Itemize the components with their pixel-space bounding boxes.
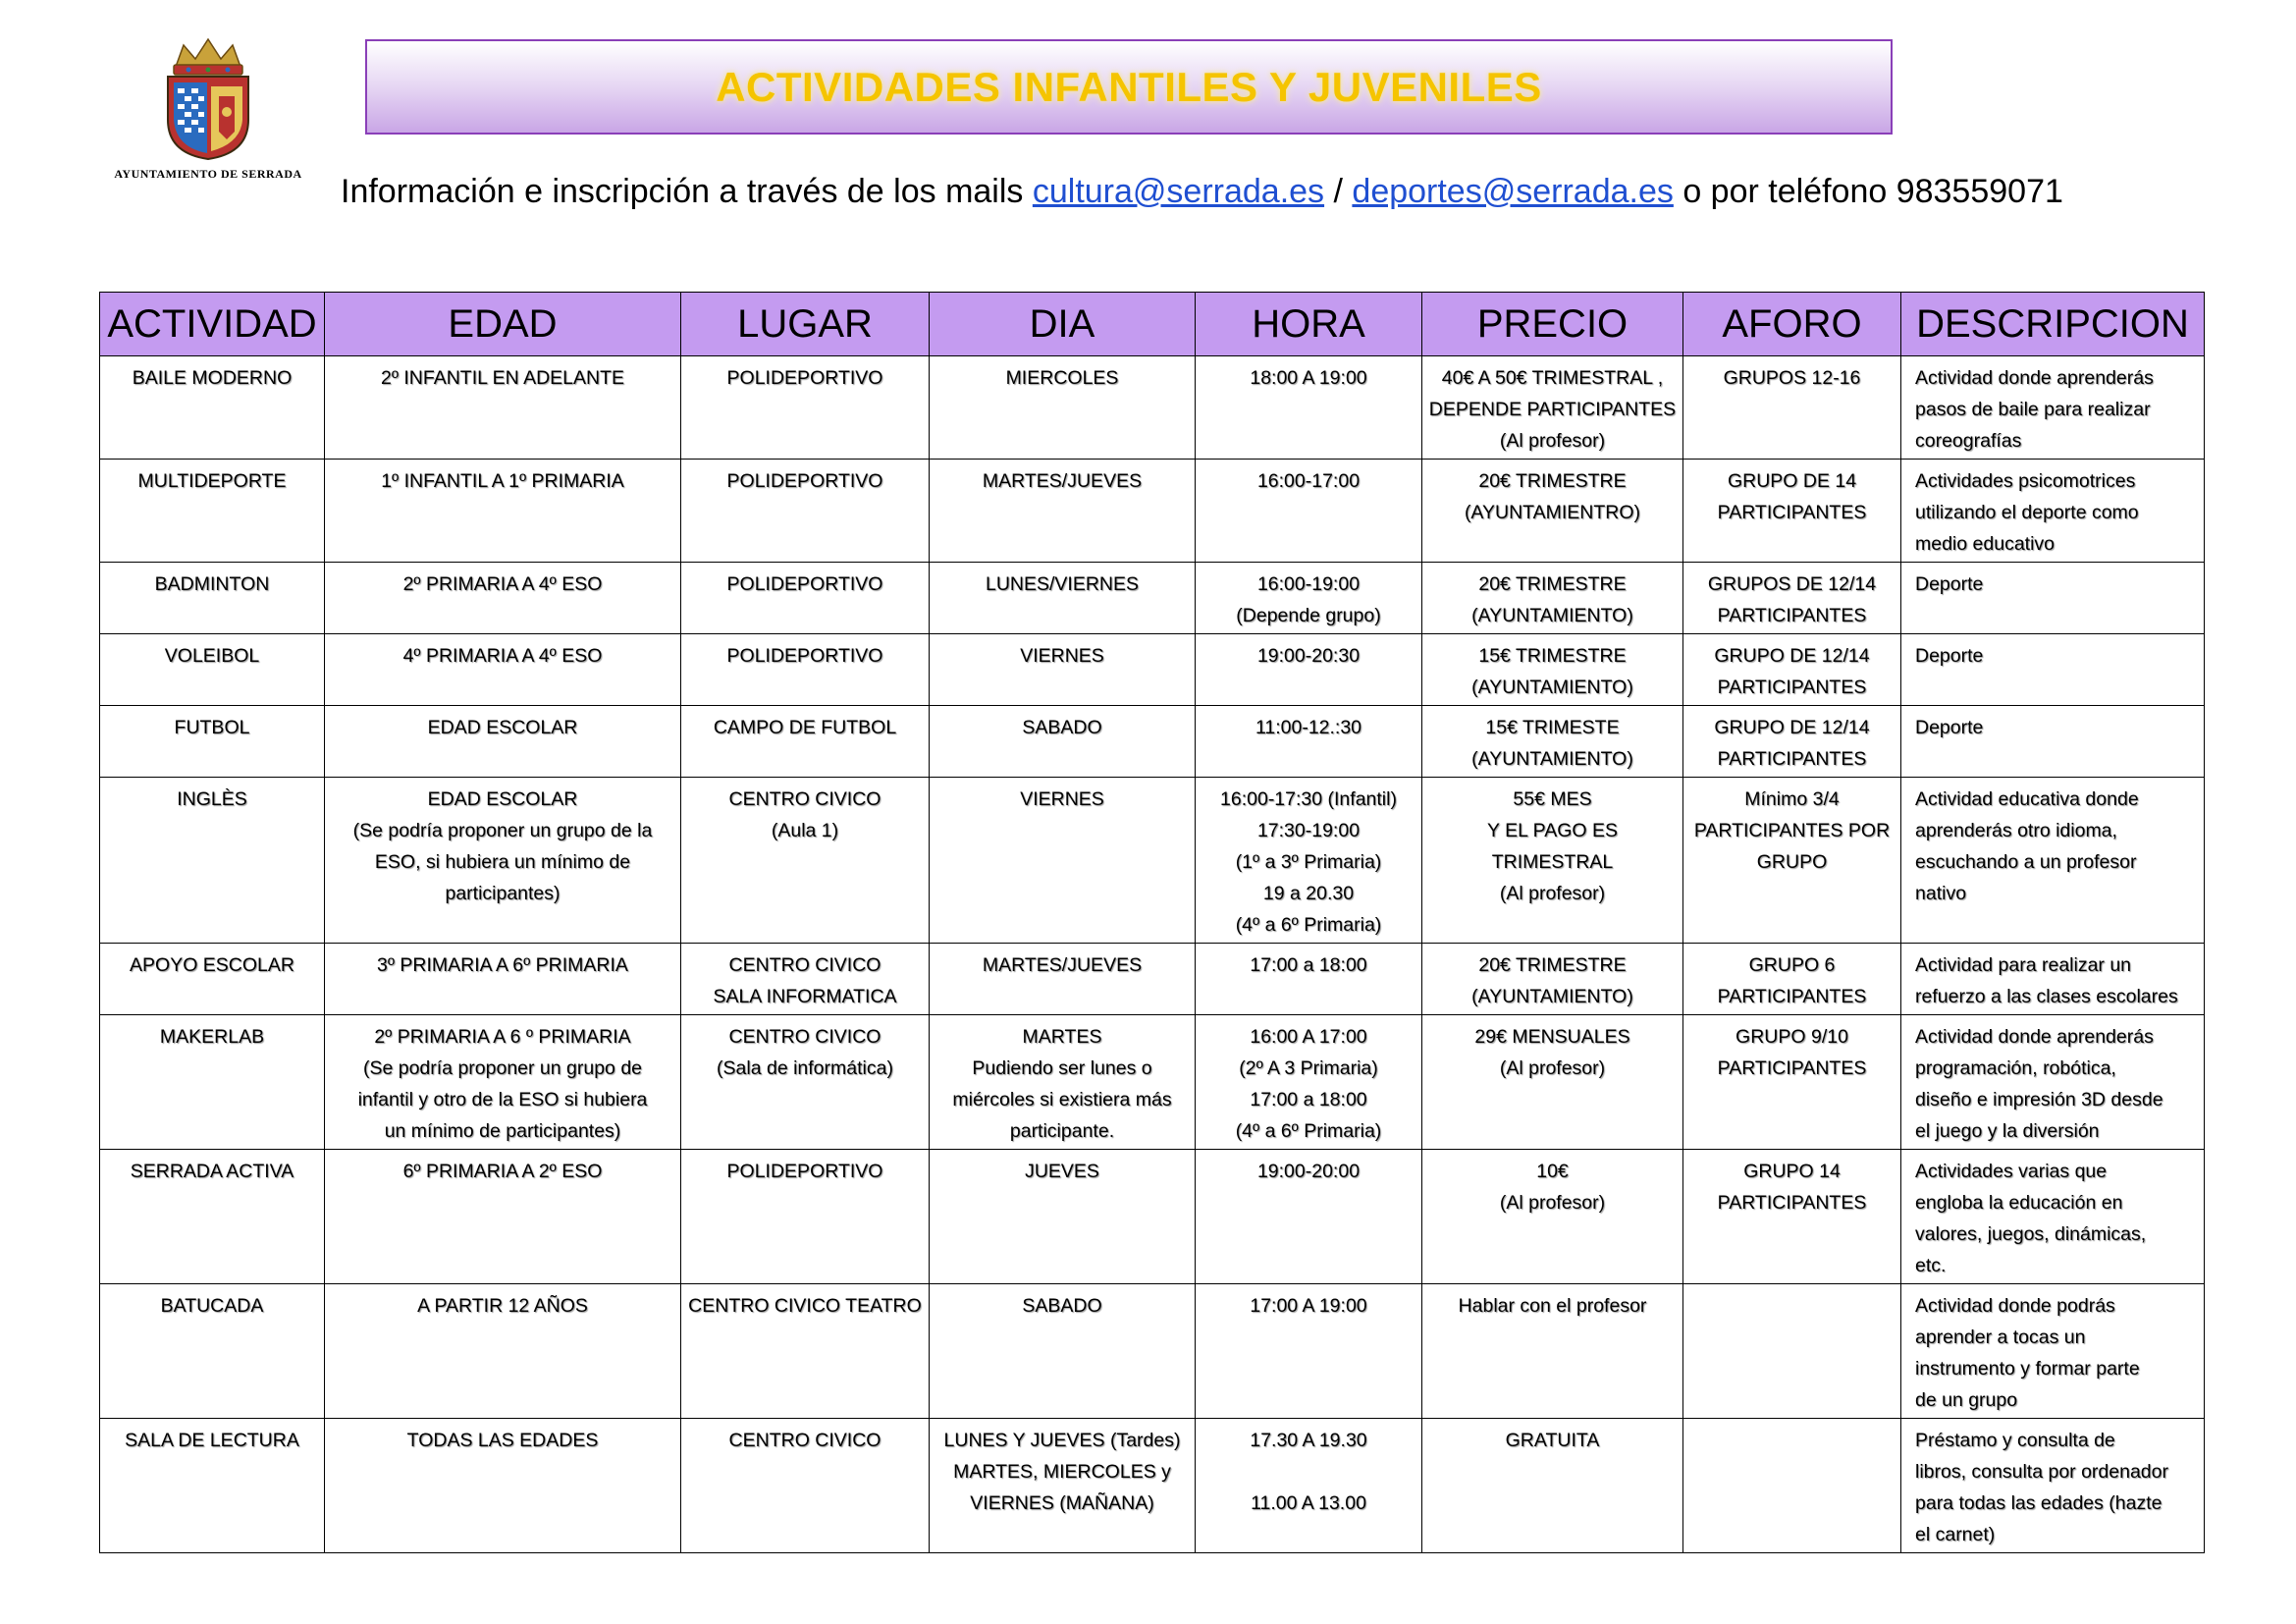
cell-hora: 17:00 a 18:00 <box>1196 944 1422 1015</box>
cell-edad: 4º PRIMARIA A 4º ESO <box>325 634 681 706</box>
email-cultura-link[interactable]: cultura@serrada.es <box>1032 173 1325 210</box>
column-header-dia: DIA <box>930 293 1196 356</box>
cell-descripcion: Actividad donde podrás aprender a tocas un instrumento y formar parte de un grupo <box>1901 1284 2205 1419</box>
cell-lugar: POLIDEPORTIVO <box>681 356 930 460</box>
cell-dia: MIERCOLES <box>930 356 1196 460</box>
column-header-precio: PRECIO <box>1422 293 1683 356</box>
cell-aforo: GRUPO 6 PARTICIPANTES <box>1683 944 1901 1015</box>
cell-descripcion: Préstamo y consulta de libros, consulta por ordenador para todas las edades (hazte el carnet) <box>1901 1419 2205 1553</box>
table-row <box>100 778 2205 944</box>
cell-dia: SABADO <box>930 1284 1196 1419</box>
cell-actividad: FUTBOL <box>100 706 325 778</box>
cell-descripcion: Actividades psicomotrices utilizando el deporte como medio educativo <box>1901 460 2205 563</box>
cell-edad: 2º PRIMARIA A 4º ESO <box>325 563 681 634</box>
cell-precio: 20€ TRIMESTRE (AYUNTAMIENTRO) <box>1422 460 1683 563</box>
table-row <box>100 460 2205 563</box>
cell-precio: 10€ (Al profesor) <box>1422 1150 1683 1284</box>
cell-aforo: GRUPO 14 PARTICIPANTES <box>1683 1150 1901 1284</box>
table-row <box>100 706 2205 778</box>
column-header-aforo: AFORO <box>1683 293 1901 356</box>
contact-info-line <box>341 173 2063 211</box>
cell-hora: 19:00-20:00 <box>1196 1150 1422 1284</box>
column-header-actividad: ACTIVIDAD <box>100 293 325 356</box>
cell-aforo <box>1683 1284 1901 1419</box>
cell-descripcion: Actividad educativa donde aprenderás otro idioma, escuchando a un profesor nativo <box>1901 778 2205 944</box>
cell-hora: 16:00-19:00 (Depende grupo) <box>1196 563 1422 634</box>
cell-actividad: BAILE MODERNO <box>100 356 325 460</box>
cell-lugar: CENTRO CIVICO (Sala de informática) <box>681 1015 930 1150</box>
cell-hora: 18:00 A 19:00 <box>1196 356 1422 460</box>
column-header-descripcion: DESCRIPCION <box>1901 293 2205 356</box>
coat-of-arms-icon <box>154 37 262 161</box>
crest-caption: AYUNTAMIENTO DE SERRADA <box>114 167 302 181</box>
table-row <box>100 1015 2205 1150</box>
cell-precio: 20€ TRIMESTRE (AYUNTAMIENTO) <box>1422 944 1683 1015</box>
cell-precio: 55€ MES Y EL PAGO ES TRIMESTRAL (Al profesor) <box>1422 778 1683 944</box>
activities-table <box>99 292 2205 1553</box>
table-row <box>100 356 2205 460</box>
cell-precio: 15€ TRIMESTE (AYUNTAMIENTO) <box>1422 706 1683 778</box>
cell-lugar: POLIDEPORTIVO <box>681 634 930 706</box>
cell-hora: 16:00-17:00 <box>1196 460 1422 563</box>
table-row <box>100 563 2205 634</box>
cell-hora: 11:00-12.:30 <box>1196 706 1422 778</box>
cell-hora: 16:00-17:30 (Infantil) 17:30-19:00 (1º a 3º Primaria) 19 a 20.30 (4º a 6º Primaria) <box>1196 778 1422 944</box>
cell-edad: 1º INFANTIL A 1º PRIMARIA <box>325 460 681 563</box>
cell-hora: 16:00 A 17:00 (2º A 3 Primaria) 17:00 a 18:00 (4º a 6º Primaria) <box>1196 1015 1422 1150</box>
cell-aforo <box>1683 1419 1901 1553</box>
cell-edad: EDAD ESCOLAR <box>325 706 681 778</box>
cell-dia: MARTES Pudiendo ser lunes o miércoles si existiera más participante. <box>930 1015 1196 1150</box>
column-header-edad: EDAD <box>325 293 681 356</box>
cell-lugar: POLIDEPORTIVO <box>681 460 930 563</box>
page-title: ACTIVIDADES INFANTILES Y JUVENILES <box>716 63 1542 110</box>
cell-hora: 17.30 A 19.30 11.00 A 13.00 <box>1196 1419 1422 1553</box>
cell-edad: A PARTIR 12 AÑOS <box>325 1284 681 1419</box>
cell-hora: 19:00-20:30 <box>1196 634 1422 706</box>
info-suffix: o por teléfono 983559071 <box>1673 173 2063 210</box>
cell-actividad: BADMINTON <box>100 563 325 634</box>
column-header-hora: HORA <box>1196 293 1422 356</box>
cell-edad: 2º PRIMARIA A 6 º PRIMARIA (Se podría proponer un grupo de infantil y otro de la ESO si hubiera un mínimo de participantes) <box>325 1015 681 1150</box>
cell-edad: EDAD ESCOLAR (Se podría proponer un grupo de la ESO, si hubiera un mínimo de participantes) <box>325 778 681 944</box>
cell-dia: VIERNES <box>930 634 1196 706</box>
column-header-lugar: LUGAR <box>681 293 930 356</box>
cell-precio: 40€ A 50€ TRIMESTRAL , DEPENDE PARTICIPANTES (Al profesor) <box>1422 356 1683 460</box>
cell-dia: VIERNES <box>930 778 1196 944</box>
cell-aforo: GRUPO DE 12/14 PARTICIPANTES <box>1683 634 1901 706</box>
cell-lugar: CENTRO CIVICO TEATRO <box>681 1284 930 1419</box>
table-row <box>100 634 2205 706</box>
cell-descripcion: Actividad donde aprenderás pasos de baile para realizar coreografías <box>1901 356 2205 460</box>
cell-descripcion: Actividad para realizar un refuerzo a las clases escolares <box>1901 944 2205 1015</box>
table-row <box>100 1419 2205 1553</box>
cell-aforo: GRUPOS 12-16 <box>1683 356 1901 460</box>
cell-precio: 20€ TRIMESTRE (AYUNTAMIENTO) <box>1422 563 1683 634</box>
cell-descripcion: Deporte <box>1901 634 2205 706</box>
email-deportes-link[interactable]: deportes@serrada.es <box>1352 173 1674 210</box>
cell-precio: GRATUITA <box>1422 1419 1683 1553</box>
cell-descripcion: Actividades varias que engloba la educación en valores, juegos, dinámicas, etc. <box>1901 1150 2205 1284</box>
table-row <box>100 944 2205 1015</box>
cell-actividad: APOYO ESCOLAR <box>100 944 325 1015</box>
cell-actividad: SERRADA ACTIVA <box>100 1150 325 1284</box>
table-row <box>100 1150 2205 1284</box>
email-separator: / <box>1324 173 1353 210</box>
cell-actividad: VOLEIBOL <box>100 634 325 706</box>
table-header-row <box>100 293 2205 356</box>
info-prefix: Información e inscripción a través de los mails <box>341 173 1033 210</box>
cell-precio: 29€ MENSUALES (Al profesor) <box>1422 1015 1683 1150</box>
cell-aforo: GRUPO DE 14 PARTICIPANTES <box>1683 460 1901 563</box>
cell-aforo: GRUPOS DE 12/14 PARTICIPANTES <box>1683 563 1901 634</box>
cell-edad: 2º INFANTIL EN ADELANTE <box>325 356 681 460</box>
cell-edad: 3º PRIMARIA A 6º PRIMARIA <box>325 944 681 1015</box>
cell-dia: LUNES/VIERNES <box>930 563 1196 634</box>
table-row <box>100 1284 2205 1419</box>
cell-dia: SABADO <box>930 706 1196 778</box>
cell-hora: 17:00 A 19:00 <box>1196 1284 1422 1419</box>
cell-dia: JUEVES <box>930 1150 1196 1284</box>
municipal-crest <box>94 37 322 185</box>
cell-dia: MARTES/JUEVES <box>930 944 1196 1015</box>
cell-aforo: GRUPO DE 12/14 PARTICIPANTES <box>1683 706 1901 778</box>
cell-actividad: MAKERLAB <box>100 1015 325 1150</box>
cell-descripcion: Deporte <box>1901 563 2205 634</box>
cell-descripcion: Deporte <box>1901 706 2205 778</box>
cell-lugar: CAMPO DE FUTBOL <box>681 706 930 778</box>
cell-descripcion: Actividad donde aprenderás programación, robótica, diseño e impresión 3D desde el juego y la diversión <box>1901 1015 2205 1150</box>
cell-lugar: CENTRO CIVICO SALA INFORMATICA <box>681 944 930 1015</box>
cell-actividad: SALA DE LECTURA <box>100 1419 325 1553</box>
cell-dia: MARTES/JUEVES <box>930 460 1196 563</box>
cell-edad: TODAS LAS EDADES <box>325 1419 681 1553</box>
cell-actividad: INGLÈS <box>100 778 325 944</box>
cell-aforo: Mínimo 3/4 PARTICIPANTES POR GRUPO <box>1683 778 1901 944</box>
cell-lugar: CENTRO CIVICO (Aula 1) <box>681 778 930 944</box>
cell-dia: LUNES Y JUEVES (Tardes) MARTES, MIERCOLES y VIERNES (MAÑANA) <box>930 1419 1196 1553</box>
cell-actividad: MULTIDEPORTE <box>100 460 325 563</box>
cell-actividad: BATUCADA <box>100 1284 325 1419</box>
cell-edad: 6º PRIMARIA A 2º ESO <box>325 1150 681 1284</box>
cell-precio: Hablar con el profesor <box>1422 1284 1683 1419</box>
title-banner <box>365 39 1893 135</box>
cell-aforo: GRUPO 9/10 PARTICIPANTES <box>1683 1015 1901 1150</box>
cell-lugar: POLIDEPORTIVO <box>681 563 930 634</box>
cell-lugar: CENTRO CIVICO <box>681 1419 930 1553</box>
cell-lugar: POLIDEPORTIVO <box>681 1150 930 1284</box>
cell-precio: 15€ TRIMESTRE (AYUNTAMIENTO) <box>1422 634 1683 706</box>
